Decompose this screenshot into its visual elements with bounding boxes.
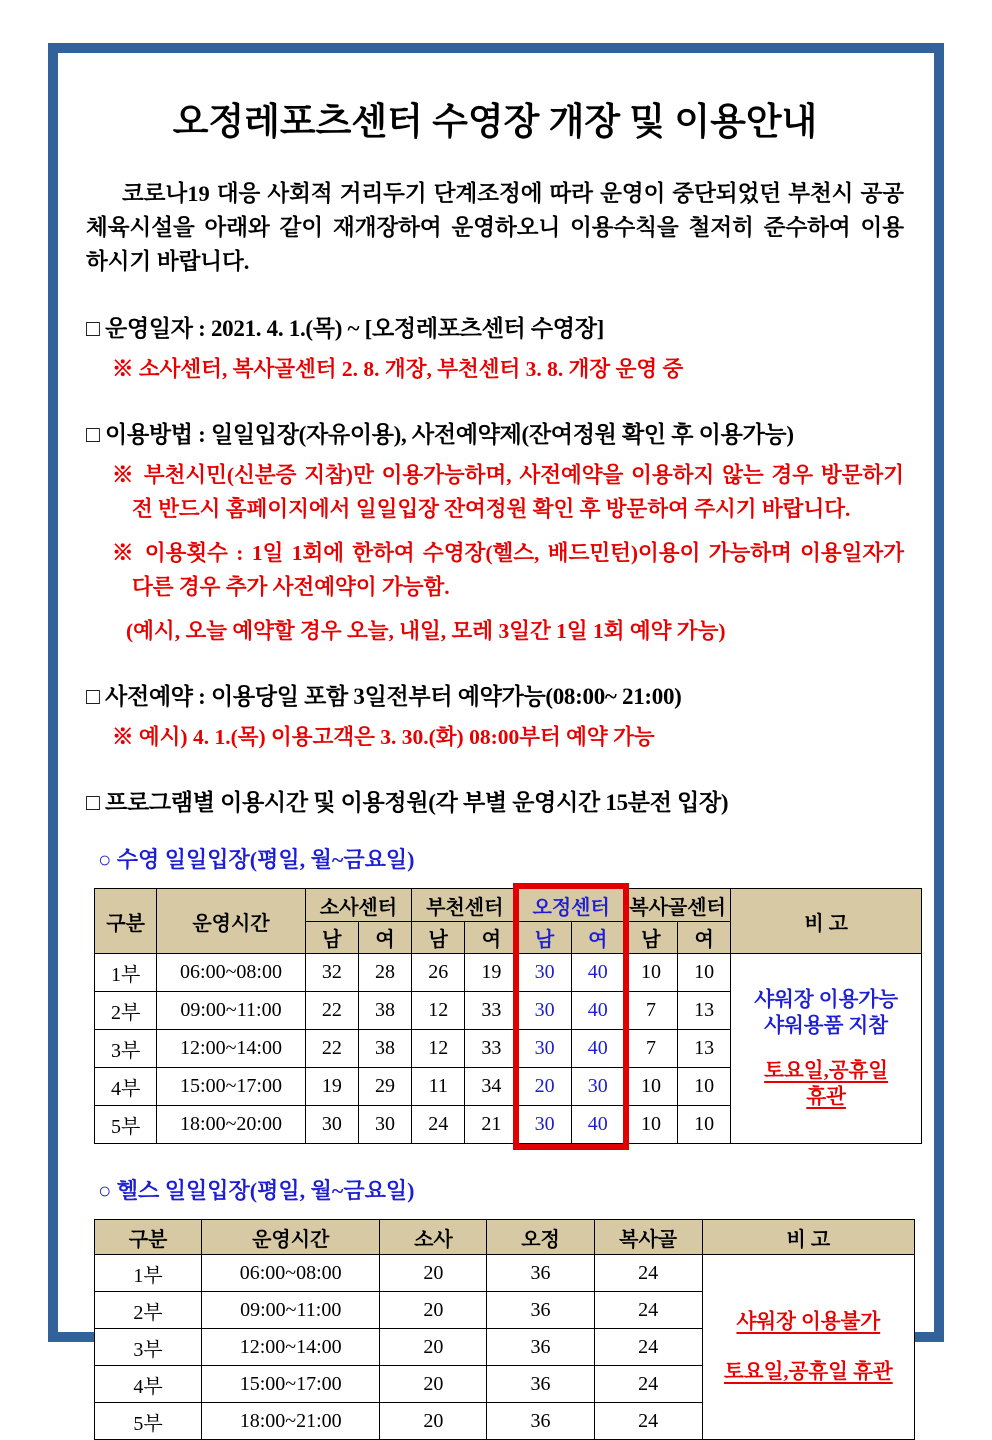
capacity-cell: 24 [412, 1106, 465, 1144]
capacity-cell: 12 [412, 1030, 465, 1068]
capacity-cell: 19 [465, 954, 518, 992]
capacity-cell: 24 [594, 1366, 702, 1403]
col-header-sosa: 소사 [380, 1220, 487, 1255]
swim-remark-cell [731, 954, 922, 1144]
col-header-bigo: 비 고 [731, 889, 922, 954]
document-title: 오정레포츠센터 수영장 개장 및 이용안내 [172, 102, 818, 143]
col-header-boksagol: 복사골 [594, 1220, 702, 1255]
capacity-cell: 34 [465, 1068, 518, 1106]
operating-date-note: ※ 소사센터, 복사골센터 2. 8. 개장, 부천센터 3. 8. 개장 운영 중 [112, 356, 684, 381]
capacity-cell: 30 [571, 1068, 624, 1106]
capacity-cell: 30 [518, 1106, 571, 1144]
col-header-ojeong: 오정 [487, 1220, 594, 1255]
capacity-cell: 40 [571, 992, 624, 1030]
subheader-male: 남 [305, 922, 358, 954]
capacity-cell: 28 [358, 954, 411, 992]
time-cell: 09:00~11:00 [157, 992, 306, 1030]
capacity-cell: 36 [487, 1255, 594, 1292]
capacity-cell: 30 [518, 954, 571, 992]
row-label-cell: 5부 [95, 1403, 202, 1440]
subheader-male: 남 [518, 922, 571, 954]
capacity-cell: 24 [594, 1403, 702, 1440]
capacity-cell: 30 [305, 1106, 358, 1144]
intro-paragraph: 코로나19 대응 사회적 거리두기 단계조정에 따라 운영이 중단되었던 부천시 공공 체육시설을 아래와 같이 재개장하여 운영하오니 이용수칙을 철저히 준수하여 이용 하시기 바랍니다. [86, 181, 904, 275]
capacity-cell: 10 [678, 1068, 731, 1106]
capacity-cell: 26 [412, 954, 465, 992]
capacity-cell: 12 [412, 992, 465, 1030]
capacity-cell: 21 [465, 1106, 518, 1144]
capacity-cell: 33 [465, 992, 518, 1030]
capacity-cell: 38 [358, 1030, 411, 1068]
capacity-cell: 32 [305, 954, 358, 992]
subheader-female: 여 [571, 922, 624, 954]
capacity-cell: 13 [678, 992, 731, 1030]
health-subtitle: ○ 헬스 일일입장(평일, 월~금요일) [98, 1178, 415, 1204]
capacity-cell: 30 [518, 1030, 571, 1068]
time-cell: 18:00~20:00 [157, 1106, 306, 1144]
col-header-sosa: 소사센터 [305, 889, 411, 922]
capacity-cell: 40 [571, 1106, 624, 1144]
swim-subtitle: ○ 수영 일일입장(평일, 월~금요일) [98, 847, 415, 873]
capacity-cell: 7 [624, 992, 677, 1030]
health-remark-cell [702, 1255, 914, 1440]
reservation-note: ※ 예시) 4. 1.(목) 이용고객은 3. 30.(화) 08:00부터 예약 가능 [112, 724, 655, 749]
col-header-gubun: 구분 [95, 1220, 202, 1255]
capacity-cell: 13 [678, 1030, 731, 1068]
capacity-cell: 36 [487, 1329, 594, 1366]
section-operating-date [86, 310, 904, 386]
swim-table [94, 888, 922, 1144]
usage-method-note-2: ※ 이용횟수 : 1일 1회에 한하여 수영장(헬스, 배드민턴)이용이 가능하며 이용일자가 다른 경우 추가 사전예약이 가능함. [112, 540, 904, 600]
col-header-bucheon: 부천센터 [412, 889, 518, 922]
health-remark-red-1: 샤워장 이용불가 [736, 1310, 881, 1333]
capacity-cell: 7 [624, 1030, 677, 1068]
capacity-cell: 10 [678, 1106, 731, 1144]
col-header-ojeong: 오정센터 [518, 889, 624, 922]
capacity-cell: 22 [305, 992, 358, 1030]
capacity-cell: 10 [678, 954, 731, 992]
section-program [86, 784, 904, 1440]
row-label-cell: 5부 [95, 1106, 157, 1144]
row-label-cell: 4부 [95, 1068, 157, 1106]
subheader-female: 여 [358, 922, 411, 954]
capacity-cell: 36 [487, 1403, 594, 1440]
capacity-cell: 20 [518, 1068, 571, 1106]
program-heading: □ 프로그램별 이용시간 및 이용정원(각 부별 운영시간 15분전 입장) [86, 790, 729, 816]
row-label-cell: 3부 [95, 1329, 202, 1366]
time-cell: 15:00~17:00 [202, 1366, 380, 1403]
capacity-cell: 33 [465, 1030, 518, 1068]
time-cell: 06:00~08:00 [202, 1255, 380, 1292]
capacity-cell: 10 [624, 954, 677, 992]
capacity-cell: 38 [358, 992, 411, 1030]
reservation-heading: □ 사전예약 : 이용당일 포함 3일전부터 예약가능(08:00~ 21:00) [86, 683, 682, 709]
capacity-cell: 20 [380, 1255, 487, 1292]
row-label-cell: 3부 [95, 1030, 157, 1068]
capacity-cell: 19 [305, 1068, 358, 1106]
capacity-cell: 11 [412, 1068, 465, 1106]
remark-spacer [733, 1040, 919, 1058]
time-cell: 15:00~17:00 [157, 1068, 306, 1106]
col-header-gubun: 구분 [95, 889, 157, 954]
usage-method-note-3: (예시, 오늘 예약할 경우 오늘, 내일, 모레 3일간 1일 1회 예약 가능) [126, 618, 726, 643]
row-label-cell: 2부 [95, 992, 157, 1030]
swim-remark-blue-2: 샤워용품 지참 [764, 1015, 889, 1038]
subheader-male: 남 [412, 922, 465, 954]
swim-remark-red-2: 휴관 [806, 1086, 846, 1109]
col-header-boksagol: 복사골센터 [624, 889, 730, 922]
col-header-bigo: 비 고 [702, 1220, 914, 1255]
swim-remark-blue-1: 샤워장 이용가능 [754, 988, 898, 1011]
col-header-time: 운영시간 [202, 1220, 380, 1255]
capacity-cell: 24 [594, 1292, 702, 1329]
usage-method-heading: □ 이용방법 : 일일입장(자유이용), 사전예약제(잔여정원 확인 후 이용가능) [86, 421, 794, 447]
time-cell: 09:00~11:00 [202, 1292, 380, 1329]
capacity-cell: 40 [571, 954, 624, 992]
capacity-cell: 30 [518, 992, 571, 1030]
time-cell: 06:00~08:00 [157, 954, 306, 992]
page-frame-border [48, 43, 944, 1435]
capacity-cell: 10 [624, 1068, 677, 1106]
time-cell: 18:00~21:00 [202, 1403, 380, 1440]
time-cell: 12:00~14:00 [202, 1329, 380, 1366]
usage-method-note-1: ※ 부천시민(신분증 지참)만 이용가능하며, 사전예약을 이용하지 않는 경우 방문하기 전 반드시 홈페이지에서 일일입장 잔여정원 확인 후 방문하여 주시기 바랍니다. [112, 462, 904, 522]
subheader-male: 남 [624, 922, 677, 954]
swim-remark-red-1: 토요일,공휴일 [764, 1059, 889, 1082]
row-label-cell: 1부 [95, 954, 157, 992]
capacity-cell: 36 [487, 1292, 594, 1329]
section-reservation [86, 678, 904, 754]
row-label-cell: 2부 [95, 1292, 202, 1329]
health-table-wrap [94, 1219, 904, 1440]
capacity-cell: 24 [594, 1255, 702, 1292]
capacity-cell: 40 [571, 1030, 624, 1068]
capacity-cell: 20 [380, 1329, 487, 1366]
capacity-cell: 20 [380, 1292, 487, 1329]
page-content [58, 53, 934, 1440]
row-label-cell: 4부 [95, 1366, 202, 1403]
capacity-cell: 24 [594, 1329, 702, 1366]
subheader-female: 여 [678, 922, 731, 954]
section-usage-method [86, 416, 904, 648]
subheader-female: 여 [465, 922, 518, 954]
swim-table-wrap [94, 888, 904, 1144]
capacity-cell: 29 [358, 1068, 411, 1106]
capacity-cell: 20 [380, 1403, 487, 1440]
capacity-cell: 30 [358, 1106, 411, 1144]
health-remark-red-2: 토요일,공휴일 휴관 [724, 1361, 893, 1384]
row-label-cell: 1부 [95, 1255, 202, 1292]
capacity-cell: 20 [380, 1366, 487, 1403]
operating-date-heading: □ 운영일자 : 2021. 4. 1.(목) ~ [오정레포츠센터 수영장] [86, 315, 604, 341]
time-cell: 12:00~14:00 [157, 1030, 306, 1068]
capacity-cell: 10 [624, 1106, 677, 1144]
capacity-cell: 22 [305, 1030, 358, 1068]
health-table [94, 1219, 915, 1440]
col-header-time: 운영시간 [157, 889, 306, 954]
capacity-cell: 36 [487, 1366, 594, 1403]
remark-spacer [705, 1335, 912, 1359]
